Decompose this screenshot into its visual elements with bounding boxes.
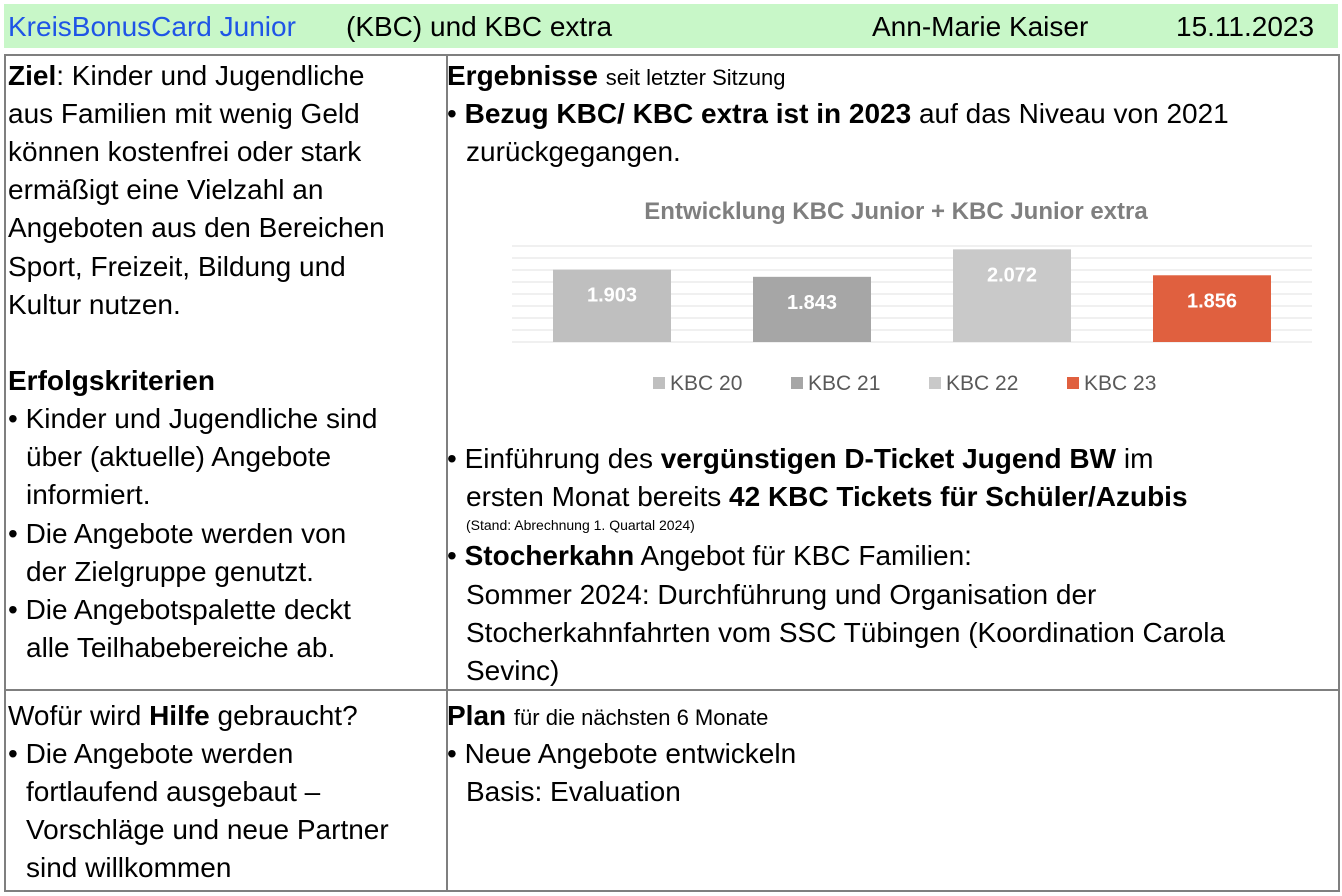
result-bullet-1: • Bezug KBC/ KBC extra ist in 2023 auf das Niveau von 2021 (447, 98, 1229, 129)
ziel-line: Angeboten aus den Bereichen (8, 212, 385, 243)
result-bullet-3-line: Sevinc) (466, 655, 560, 686)
chart-bar (953, 249, 1071, 342)
legend-label: KBC 23 (1084, 372, 1157, 395)
erfolg-line: über (aktuelle) Angebote (26, 441, 332, 472)
plan-line: Basis: Evaluation (466, 776, 681, 807)
legend-swatch (1067, 377, 1079, 389)
result-bullet-3: • Stocherkahn Angebot für KBC Familien: (447, 540, 972, 571)
ziel-line: Ziel: Kinder und Jugendliche (8, 60, 365, 91)
erfolg-line: • Die Angebotspalette deckt (8, 594, 351, 625)
erfolg-line: • Kinder und Jugendliche sind (8, 403, 378, 434)
erfolgskriterien-heading: Erfolgskriterien (8, 365, 215, 396)
result-note: (Stand: Abrechnung 1. Quartal 2024) (466, 517, 695, 533)
result-bullet-2-line2: ersten Monat bereits 42 KBC Tickets für Schüler/Azubis (466, 481, 1188, 512)
result-bullet-1-line2: zurückgegangen. (466, 136, 681, 167)
ergebnisse-heading-line (447, 57, 785, 98)
chart-legend (653, 372, 1156, 395)
header-author: Ann-Marie Kaiser (872, 11, 1089, 42)
plan-line: • Neue Angebote entwickeln (447, 738, 797, 769)
ziel-line: Sport, Freizeit, Bildung und (8, 251, 346, 282)
chart-data-label: 1.903 (586, 284, 638, 307)
header-bar (4, 4, 1338, 48)
result-bullet-3-line: Sommer 2024: Durchführung und Organisation der (466, 579, 1097, 610)
ziel-line: aus Familien mit wenig Geld (8, 98, 360, 129)
plan-heading-line (447, 697, 768, 738)
chart-data-label: 1.843 (786, 291, 838, 314)
legend-label: KBC 22 (946, 372, 1019, 395)
erfolg-line: informiert. (26, 479, 151, 510)
legend-swatch (791, 377, 803, 389)
header-subtitle: (KBC) und KBC extra (346, 11, 613, 42)
erfolg-line: • Die Angebote werden von (8, 518, 347, 549)
kbc-bar-chart (500, 184, 1320, 414)
erfolg-line: alle Teilhabebereiche ab. (26, 632, 336, 663)
hilfe-line: • Die Angebote werden (8, 738, 294, 769)
plan-heading: Plan (447, 700, 507, 731)
hilfe-line: Vorschläge und neue Partner (26, 814, 389, 845)
result-bullet-3-line: Stocherkahnfahrten vom SSC Tübingen (Koordination Carola (466, 617, 1226, 648)
chart-bars (553, 249, 1271, 342)
legend-swatch (653, 377, 665, 389)
ziel-label: Ziel (8, 60, 57, 91)
ziel-line: ermäßigt eine Vielzahl an (8, 174, 324, 205)
hilfe-line: fortlaufend ausgebaut – (26, 776, 321, 807)
ergebnisse-heading: Ergebnisse (447, 60, 598, 91)
chart-title: Entwicklung KBC Junior + KBC Junior extra (644, 198, 1148, 225)
header-title: KreisBonusCard Junior (8, 11, 296, 42)
ergebnisse-heading-suffix: seit letzter Sitzung (605, 65, 786, 90)
result-bullet-2: • Einführung des vergünstigen D-Ticket Jugend BW im (447, 443, 1154, 474)
hilfe-question: Wofür wird Hilfe gebraucht? (8, 700, 358, 731)
erfolg-line: der Zielgruppe genutzt. (26, 556, 314, 587)
ziel-line: können kostenfrei oder stark (8, 136, 362, 167)
legend-label: KBC 20 (670, 372, 743, 395)
legend-label: KBC 21 (808, 372, 881, 395)
ziel-line: Kultur nutzen. (8, 289, 181, 320)
row-divider (6, 689, 1338, 691)
chart-data-label: 2.072 (986, 264, 1038, 287)
legend-swatch (929, 377, 941, 389)
header-date: 15.11.2023 (1176, 11, 1315, 42)
hilfe-line: sind willkommen (26, 852, 232, 883)
plan-heading-suffix: für die nächsten 6 Monate (513, 705, 769, 730)
chart-data-label: 1.856 (1186, 290, 1238, 313)
